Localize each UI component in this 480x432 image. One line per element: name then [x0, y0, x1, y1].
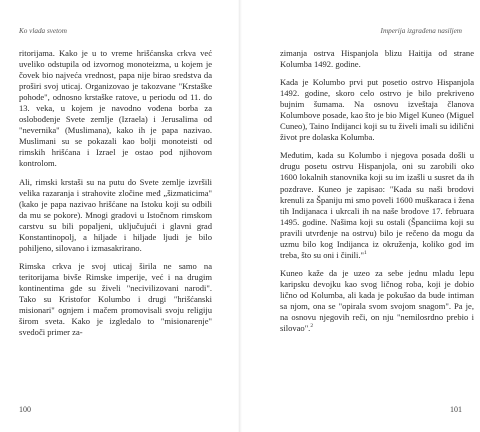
right-page	[240, 0, 480, 432]
running-head-right: Imperija izgrađena nasiljem	[380, 27, 462, 35]
page-number-right: 101	[450, 405, 462, 414]
running-head-left: Ko vlada svetom	[19, 27, 67, 35]
paragraph: zimanja ostrva Hispanjola blizu Haitija od strane Kolumba 1492. godine.	[280, 48, 474, 70]
paragraph	[280, 150, 474, 260]
right-page-body	[280, 48, 474, 341]
paragraph: Kada je Kolumbo prvi put posetio ostrvo Hispanjola 1492. godine, skoro celo ostrvo je bilo prekriveno bujnim šumama. Na osnovu izveštaja članova Kolumbove posade, kao što je bio Migel Kuneo (Miguel Cuneo), Taino Indijanci koji su tu živeli imali su idilični život pre dolaska Kolumba.	[280, 77, 474, 143]
footnote-marker: 2	[310, 323, 314, 330]
paragraph-text: Međutim, kada su Kolumbo i njegova posada došli u drugu posetu ostrvu Hispanjola, oni su zarobili oko 1600 lokalnih stanovnika koji su im izašli u susret da ih pozdrave. Kuneo je zapisao: "Kada su naši brodovi krenuli za Španiju mi smo poveli 1600 muškaraca i žena tih Indijanaca i ukrcali ih na naše brodove 17. februara 1495. godine. Našima koji su ostali (Španciima koji su pravili utvrđenje na ostrvu) bilo je rečeno da mogu da uzmu bilo kog Indijanca iz okruženja, koliko god im treba, što su oni i činili."	[280, 150, 474, 260]
footnote-marker: 1	[363, 249, 367, 256]
paragraph-text: Kuneo kaže da je uzeo za sebe jednu mladu lepu karipsku devojku kao svog ličnog roba, koji je dobio lično od Kolumba, ali kada je pokušao da bude intiman sa njom, ona se "opirala svom svojom snagom". Pa je, na osnovu njegovih reči, on nju "nemilosrdno prebio i silovao".	[280, 267, 474, 334]
paragraph	[280, 268, 474, 334]
page-number-left: 100	[19, 405, 31, 414]
paragraph: ritorijama. Kako je u to vreme hrišćanska crkva već uveliko odstupila od izvornog monoteizma, u kojem je čovek bio najveća vrednost, papa nije birao sredstva da proširi svoj uticaj. Organizovao je takozvane "Krstaške pohode", odnosno krstaške ratove, u periodu od 11. do 13. veka, u kojem je navodno vođena borba za oslobođenje Svete zemlje (Izraela) i Jerusalima od "nevernika" (Muslimana), kako ih je papa nazivao. Muslimani su se pokazali kao bolji monoteisti od rimskih hrišćana i Izrael je ostao pod njihovom kontrolom.	[19, 48, 212, 169]
paragraph: Ali, rimski krstaši su na putu do Svete zemlje izvršili velika razaranja i strahovite zločine međ „šizmaticima" (kako je papa nazivao hrišćane na Istoku koji su odbili da mu se pokore). Mnogi gradovi u Istočnom rimskom carstvu su bili popaljeni, uključujući i glavni grad Konstantinopolj, a hiljade i hiljade ljudi je bilo pohiljeno, silovano i izmasakrirano.	[19, 176, 212, 253]
left-page-body	[19, 48, 212, 345]
paragraph: Rimska crkva je svoj uticaj širila ne samo na teritorijama bivše Rimske imperije, već i na drugim kontinentima gde su živeli "necivilizovani narodi". Tako su Kristofor Kolumbo i drugi "hrišćanski misionari" ognjem i mačem promovisali svoju religiju širom sveta. Kako je izgledalo to "misionarenje" svedoči primer za-	[19, 260, 212, 338]
